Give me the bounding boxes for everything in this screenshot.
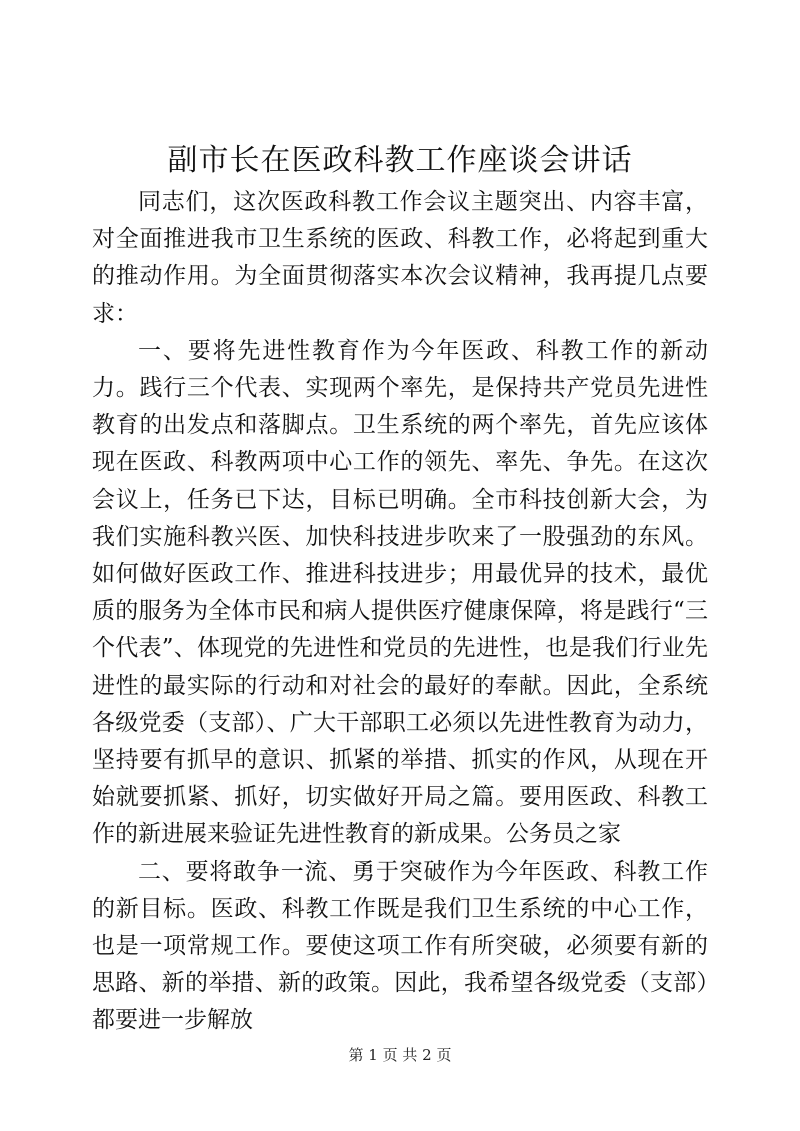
paragraph-intro: 同志们，这次医政科教工作会议主题突出、内容丰富，对全面推进我市卫生系统的医政、科教工作，必将起到重大的推动作用。为全面贯彻落实本次会议精神，我再提几点要求： bbox=[92, 189, 708, 327]
paragraph-section-two: 二、要将敢争一流、勇于突破作为今年医政、科教工作的新目标。医政、科教工作既是我们卫生系统的中心工作，也是一项常规工作。要使这项工作有所突破，必须要有新的思路、新的举措、新的政策。因此，我希望各级党委（支部）都要进一步解放 bbox=[92, 858, 708, 1034]
document-title: 副市长在医政科教工作座谈会讲话 bbox=[167, 143, 633, 178]
paragraph-section-one: 一、要将先进性教育作为今年医政、科教工作的新动力。践行三个代表、实现两个率先，是保持共产党员先进性教育的出发点和落脚点。卫生系统的两个率先，首先应该体现在医政、科教两项中心工作的领先、率先、争先。在这次会议上，任务已下达，目标已明确。全市科技创新大会，为我们实施科教兴医、加快科技进步吹来了一股强劲的东风。如何做好医政工作、推进科技进步；用最优异的技术，最优质的服务为全体市民和病人提供医疗健康保障，将是践行“三个代表”、体现党的先进性和党员的先进性，也是我们行业先进性的最实际的行动和对社会的最好的奉献。因此，全系统各级党委（支部）、广大干部职工必须以先进性教育为动力，坚持要有抓早的意识、抓紧的举措、抓实的作风，从现在开始就要抓紧、抓好，切实做好开局之篇。要用医政、科教工作的新进展来验证先进性教育的新成果。公务员之家 bbox=[92, 337, 708, 848]
document-body bbox=[92, 184, 708, 1040]
page-footer: 第 1 页 共 2 页 bbox=[348, 1046, 452, 1064]
